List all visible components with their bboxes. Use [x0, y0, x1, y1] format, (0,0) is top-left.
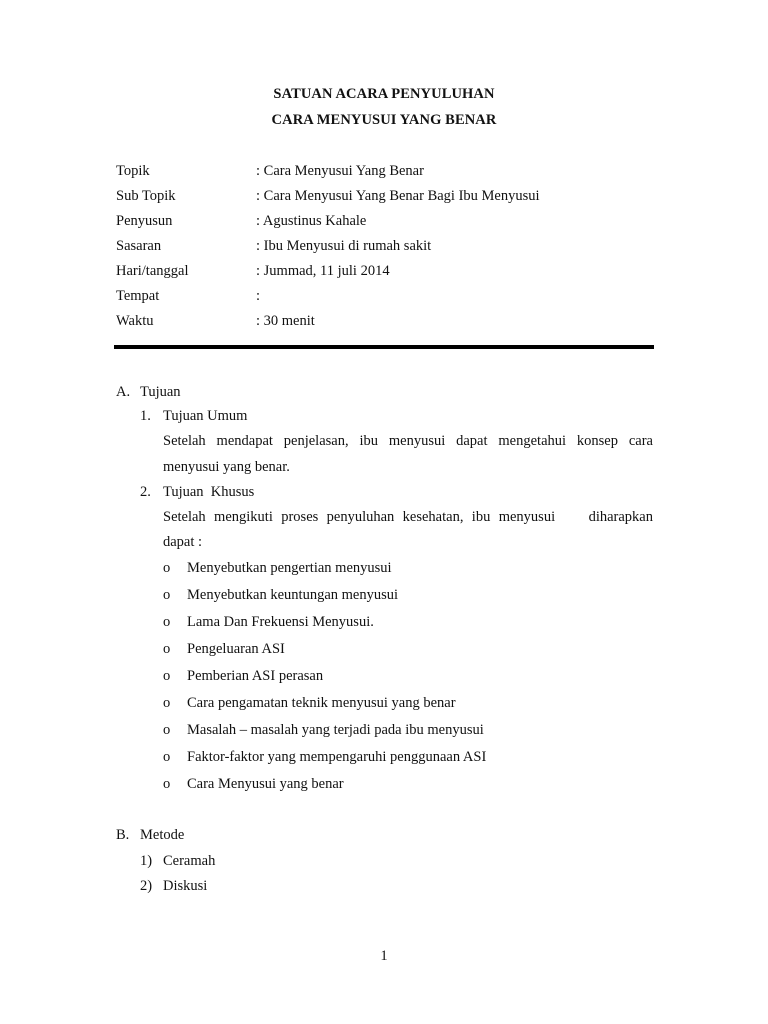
info-label-hari-tanggal: Hari/tanggal [116, 263, 189, 279]
info-label-waktu: Waktu [116, 313, 154, 329]
info-label-sub-topik: Sub Topik [116, 188, 176, 204]
bullet-marker: o [163, 695, 171, 711]
info-value-sasaran: : Ibu Menyusui di rumah sakit [256, 238, 432, 254]
bullet-item: Faktor-faktor yang mempengaruhi penggunaan ASI [187, 749, 487, 765]
item-1-number: 1. [140, 408, 151, 424]
document-subtitle: CARA MENYUSUI YANG BENAR [271, 112, 497, 128]
bullet-marker: o [163, 641, 171, 657]
info-value-penyusun: : Agustinus Kahale [256, 213, 367, 229]
method-item: Diskusi [163, 878, 208, 894]
bullet-item: Cara Menyusui yang benar [187, 776, 344, 792]
info-value-hari-tanggal: : Jummad, 11 juli 2014 [256, 263, 390, 279]
bullet-item: Pemberian ASI perasan [187, 668, 324, 684]
bullet-marker: o [163, 749, 171, 765]
info-value-waktu: : 30 menit [256, 313, 315, 329]
section-b-heading: Metode [140, 827, 185, 843]
bullet-item: Lama Dan Frekuensi Menyusui. [187, 614, 374, 630]
info-value-tempat: : [256, 288, 261, 304]
method-number: 2) [140, 878, 153, 894]
info-label-sasaran: Sasaran [116, 238, 162, 254]
bullet-marker: o [163, 668, 171, 684]
method-number: 1) [140, 853, 153, 869]
method-item: Ceramah [163, 853, 216, 869]
info-value-sub-topik: : Cara Menyusui Yang Benar Bagi Ibu Menyusui [256, 188, 540, 204]
section-b-marker: B. [116, 827, 130, 843]
info-label-tempat: Tempat [116, 288, 160, 304]
item-2-number: 2. [140, 484, 151, 500]
bullet-item: Masalah – masalah yang terjadi pada ibu menyusui [187, 722, 484, 738]
info-value-topik: : Cara Menyusui Yang Benar [256, 163, 424, 179]
item-1-title: Tujuan Umum [163, 408, 248, 424]
item-1-text-line2: menyusui yang benar. [163, 459, 290, 475]
bullet-item: Menyebutkan pengertian menyusui [187, 560, 392, 576]
bullet-item: Cara pengamatan teknik menyusui yang benar [187, 695, 456, 711]
bullet-marker: o [163, 614, 171, 630]
info-label-topik: Topik [116, 163, 150, 179]
item-2-text-line1: Setelah mengikuti proses penyuluhan kesehatan, ibu menyusui diharapkan [163, 509, 653, 525]
bullet-marker: o [163, 776, 171, 792]
document-title: SATUAN ACARA PENYULUHAN [273, 86, 495, 102]
bullet-item: Menyebutkan keuntungan menyusui [187, 587, 399, 603]
item-1-text-line1: Setelah mendapat penjelasan, ibu menyusui dapat mengetahui konsep cara [163, 433, 653, 449]
bullet-item: Pengeluaran ASI [187, 641, 285, 657]
item-2-text-line2: dapat : [163, 534, 203, 550]
bullet-marker: o [163, 560, 171, 576]
bullet-marker: o [163, 587, 171, 603]
info-label-penyusun: Penyusun [116, 213, 173, 229]
bullet-marker: o [163, 722, 171, 738]
section-divider [114, 345, 654, 349]
section-a-marker: A. [116, 384, 131, 400]
item-2-title: Tujuan Khusus [163, 484, 255, 500]
section-a-heading: Tujuan [140, 384, 181, 400]
page-number: 1 [380, 948, 388, 964]
